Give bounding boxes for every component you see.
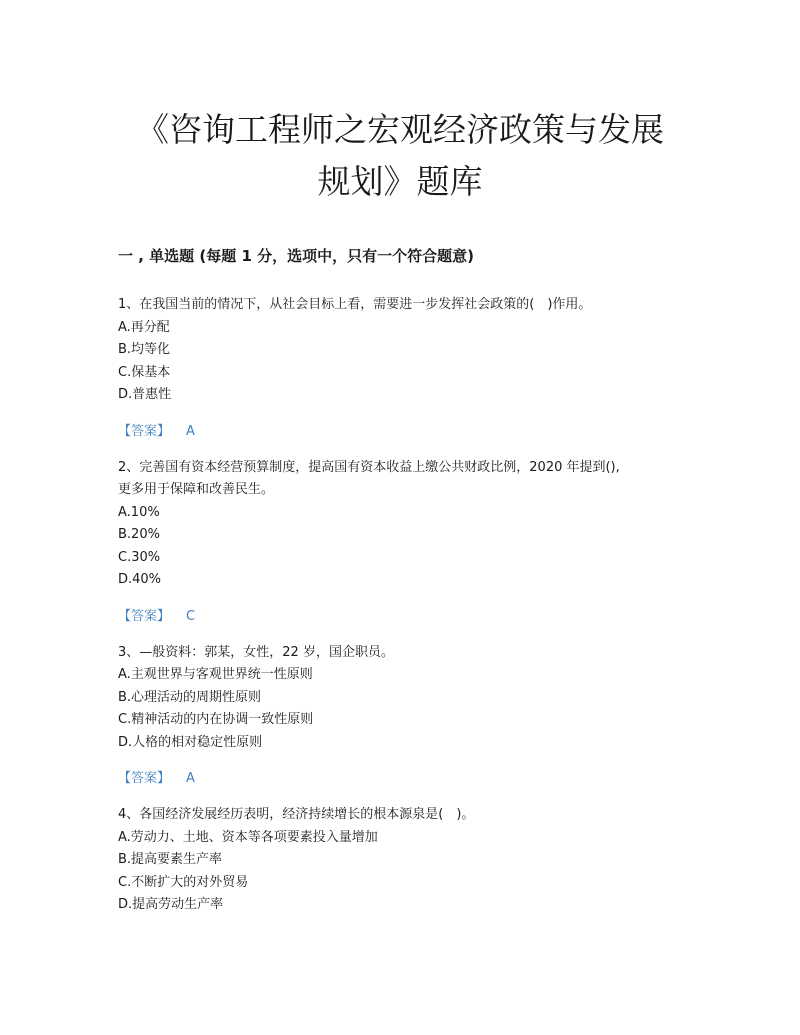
answer-value: A bbox=[186, 423, 195, 439]
option-d: D.人格的相对稳定性原则 bbox=[118, 734, 263, 750]
page-title bbox=[100, 104, 700, 208]
answer-line bbox=[118, 421, 678, 443]
option-d: D.普惠性 bbox=[118, 387, 172, 402]
question-2 bbox=[118, 457, 678, 628]
question-stem-continued: 更多用于保障和改善民生。 bbox=[118, 482, 275, 497]
answer-value: A bbox=[186, 771, 195, 786]
option-c: C.30% bbox=[118, 549, 161, 565]
option-d: D.提高劳动生产率 bbox=[118, 897, 224, 912]
option-b: B.20% bbox=[118, 527, 160, 542]
option-a: A.劳动力、土地、资本等各项要素投入量增加 bbox=[118, 829, 378, 845]
option-d: D.40% bbox=[118, 572, 162, 587]
question-stem: 2、完善国有资本经营预算制度，提高国有资本收益上缴公共财政比例，2020 年提到(), bbox=[118, 459, 620, 475]
question-3 bbox=[118, 642, 678, 791]
answer-label: 【答案】 bbox=[118, 771, 171, 786]
option-a: A.再分配 bbox=[118, 319, 170, 335]
question-stem: 3、—般资料：郭某，女性，22 岁，国企职员。 bbox=[118, 644, 394, 660]
answer-label: 【答案】 bbox=[118, 608, 171, 624]
option-c: C.精神活动的内在协调一致性原则 bbox=[118, 712, 314, 727]
answer-line bbox=[118, 606, 678, 628]
section-heading: 一 , 单选题 (每题 1 分，选项中，只有一个符合题意) bbox=[118, 247, 474, 265]
question-list bbox=[118, 294, 678, 917]
answer-label: 【答案】 bbox=[118, 423, 171, 439]
option-c: C.不断扩大的对外贸易 bbox=[118, 874, 249, 890]
question-4 bbox=[118, 804, 678, 917]
option-c: C.保基本 bbox=[118, 364, 171, 380]
option-b: B.心理活动的周期性原则 bbox=[118, 689, 262, 705]
option-b: B.均等化 bbox=[118, 342, 171, 357]
option-b: B.提高要素生产率 bbox=[118, 852, 223, 867]
question-stem: 4、各国经济发展经历表明，经济持续增长的根本源泉是( )。 bbox=[118, 807, 475, 822]
answer-value: C bbox=[186, 608, 196, 624]
page-title-line-2: 规划》题库 bbox=[317, 162, 483, 201]
page-title-line-1: 《咨询工程师之宏观经济政策与发展 bbox=[136, 110, 664, 149]
question-1 bbox=[118, 294, 678, 443]
question-stem: 1、在我国当前的情况下，从社会目标上看，需要进一步发挥社会政策的( )作用。 bbox=[118, 297, 592, 312]
answer-line bbox=[118, 768, 678, 790]
option-a: A.10% bbox=[118, 504, 160, 520]
option-a: A.主观世界与客观世界统一性原则 bbox=[118, 667, 313, 682]
